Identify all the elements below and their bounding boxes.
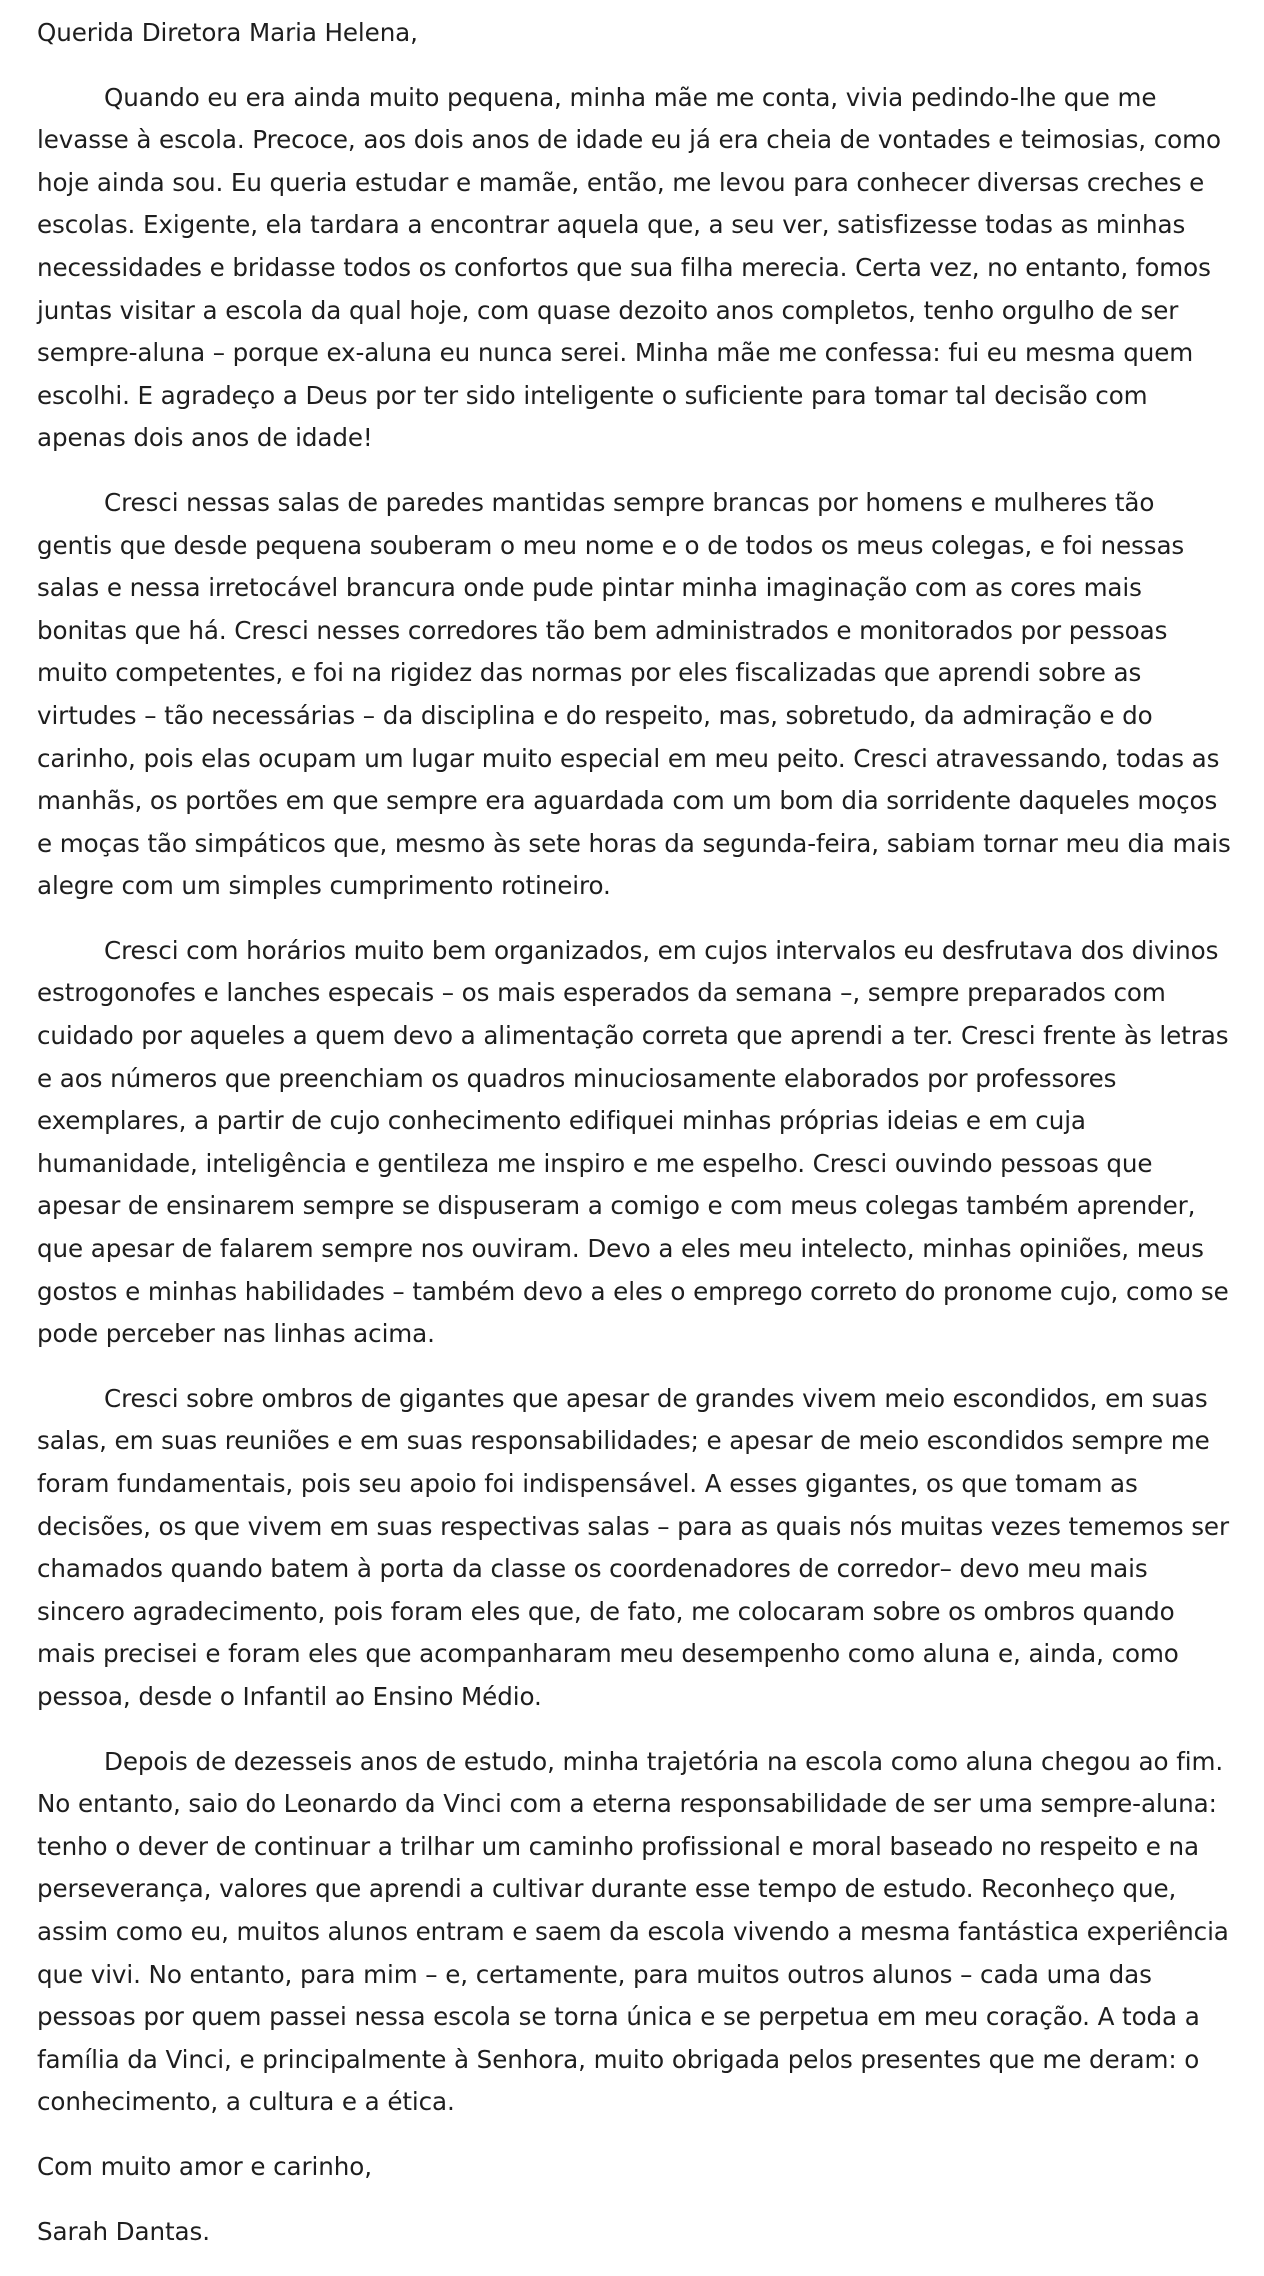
letter-closing: Com muito amor e carinho, <box>37 2151 372 2181</box>
paragraph-5: Depois de dezesseis anos de estudo, minha trajetória na escola como aluna chegou ao fim. No entanto, saio do Leonardo da Vinci com a eterna responsabilidade de ser uma sempre-aluna: tenho o dever de continuar a trilhar um caminho profissional e moral baseado no respeito e na perseverança, valores que aprendi a cultivar durante esse tempo de estudo. Reconheço que, assim como eu, muitos alunos entram e saem da escola vivendo a mesma fantástica experiência que vivi. No entanto, para mim – e, certamente, para muitos outros alunos – cada uma das pessoas por quem passei nessa escola se torna única e se perpetua em meu coração. A toda a família da Vinci, e principalmente à Senhora, muito obrigada pelos presentes que me deram: o conhecimento, a cultura e a ética. <box>37 1746 1229 2117</box>
paragraph-3: Cresci com horários muito bem organizados, em cujos intervalos eu desfrutava dos divinos estrogonofes e lanches especais – os mais esperados da semana –, sempre preparados com cuidado por aqueles a quem devo a alimentação correta que aprendi a ter. Cresci frente às letras e aos números que preenchiam os quadros minuciosamente elaborados por professores exemplares, a partir de cujo conhecimento edifiquei minhas próprias ideias e em cuja humanidade, inteligência e gentileza me inspiro e me espelho. Cresci ouvindo pessoas que apesar de ensinarem sempre se dispuseram a comigo e com meus colegas também aprender, que apesar de falarem sempre nos ouviram. Devo a eles meu intelecto, minhas opiniões, meus gostos e minhas habilidades – também devo a eles o emprego correto do pronome cujo, como se pode perceber nas linhas acima. <box>37 935 1229 1349</box>
paragraph-2: Cresci nessas salas de paredes mantidas sempre brancas por homens e mulheres tão gentis que desde pequena souberam o meu nome e o de todos os meus colegas, e foi nessas salas e nessa irretocável brancura onde pude pintar minha imaginação com as cores mais bonitas que há. Cresci nesses corredores tão bem administrados e monitorados por pessoas muito competentes, e foi na rigidez das normas por eles fiscalizadas que aprendi sobre as virtudes – tão necessárias – da disciplina e do respeito, mas, sobretudo, da admiração e do carinho, pois elas ocupam um lugar muito especial em meu peito. Cresci atravessando, todas as manhãs, os portões em que sempre era aguardada com um bom dia sorridente daqueles moços e moças tão simpáticos que, mesmo às sete horas da segunda-feira, sabiam tornar meu dia mais alegre com um simples cumprimento rotineiro. <box>37 487 1231 901</box>
paragraph-4: Cresci sobre ombros de gigantes que apesar de grandes vivem meio escondidos, em suas salas, em suas reuniões e em suas responsabilidades; e apesar de meio escondidos sempre me foram fundamentais, pois seu apoio foi indispensável. A esses gigantes, os que tomam as decisões, os que vivem em suas respectivas salas – para as quais nós muitas vezes tememos ser chamados quando batem à porta da classe os coordenadores de corredor– devo meu mais sincero agradecimento, pois foram eles que, de fato, me colocaram sobre os ombros quando mais precisei e foram eles que acompanharam meu desempenho como aluna e, ainda, como pessoa, desde o Infantil ao Ensino Médio. <box>37 1383 1229 1711</box>
paragraph-1: Quando eu era ainda muito pequena, minha mãe me conta, vivia pedindo-lhe que me levasse à escola. Precoce, aos dois anos de idade eu já era cheia de vontades e teimosias, como hoje ainda sou. Eu queria estudar e mamãe, então, me levou para conhecer diversas creches e escolas. Exigente, ela tardara a encontrar aquela que, a seu ver, satisfizesse todas as minhas necessidades e bridasse todos os confortos que sua filha merecia. Certa vez, no entanto, fomos juntas visitar a escola da qual hoje, com quase dezoito anos completos, tenho orgulho de ser sempre-aluna – porque ex-aluna eu nunca serei. Minha mãe me confessa: fui eu mesma quem escolhi. E agradeço a Deus por ter sido inteligente o suficiente para tomar tal decisão com apenas dois anos de idade! <box>37 82 1221 453</box>
letter-body <box>37 12 1237 2253</box>
letter-signature: Sarah Dantas. <box>37 2216 210 2246</box>
letter-salutation: Querida Diretora Maria Helena, <box>37 18 418 47</box>
